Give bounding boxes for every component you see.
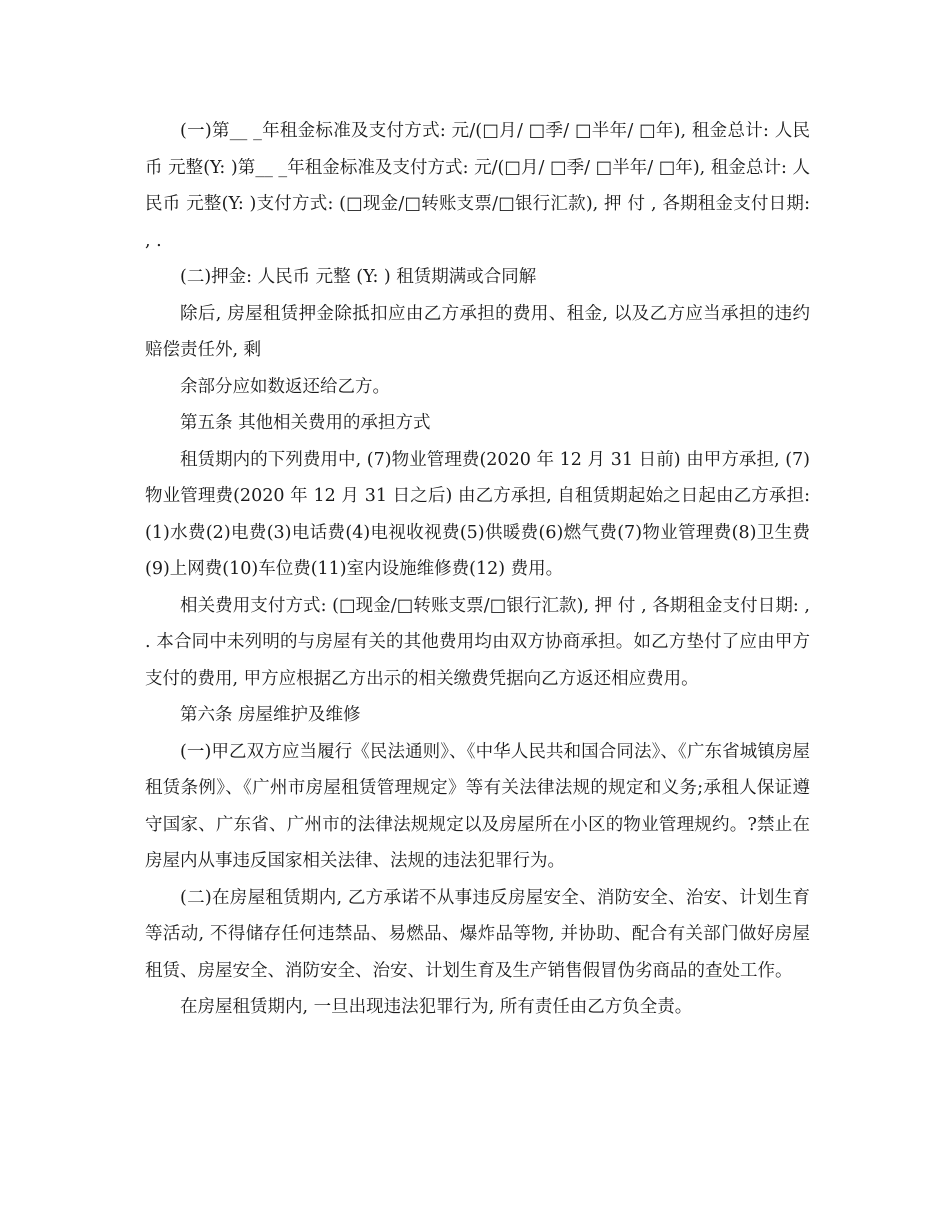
section-heading-article-6: 第六条 房屋维护及维修 bbox=[180, 705, 361, 725]
paragraph-legal-obligations: (一)甲乙双方应当履行《民法通则》、《中华人民共和国合同法》、《广东省城镇房屋租赁条例》、《广州市房屋租赁管理规定》等有关法律法规的规定和义务;承租人保证遵守国家、广东省、广州市的法律法规规定以及房屋所在小区的物业管理规约。?禁止在房屋内从事违反国家相关法律、法规的违法犯罪行为。 bbox=[145, 741, 810, 871]
paragraph-liability: 在房屋租赁期内, 一旦出现违法犯罪行为, 所有责任由乙方负全责。 bbox=[180, 997, 693, 1017]
paragraph-deposit: (二)押金: 人民币 元整 (Y: ) 租赁期满或合同解 bbox=[180, 267, 537, 287]
section-heading-article-5: 第五条 其他相关费用的承担方式 bbox=[180, 413, 431, 433]
paragraph-rent-standard: (一)第__ _年租金标准及支付方式: 元/(□月/ □季/ □半年/ □年), 租金总计: 人民币 元整(Y: )第__ _年租金标准及支付方式: 元/(□月/ □季/ □半年/ □年), 租金总计: 人民币 元整(Y: )支付方式: (□现金/□转账支票/□银行汇款), 押 付 , 各期租金支付日期: , . bbox=[145, 121, 810, 251]
paragraph-deposit-deduction: 除后, 房屋租赁押金除抵扣应由乙方承担的费用、租金, 以及乙方应当承担的违约赔偿责任外, 剩 bbox=[145, 303, 810, 360]
paragraph-safety-commitment: (二)在房屋租赁期内, 乙方承诺不从事违反房屋安全、消防安全、治安、计划生育等活动, 不得储存任何违禁品、易燃品、爆炸品等物, 并协助、配合有关部门做好房屋租赁、房屋安全、消防安全、治安、计划生育及生产销售假冒伪劣商品的查处工作。 bbox=[145, 887, 810, 981]
paragraph-fee-payment: 相关费用支付方式: (□现金/□转账支票/□银行汇款), 押 付 , 各期租金支付日期: , . 本合同中未列明的与房屋有关的其他费用均由双方协商承担。如乙方垫付了应由甲方支付的费用, 甲方应根据乙方出示的相关缴费凭据向乙方返还相应费用。 bbox=[145, 595, 810, 689]
paragraph-deposit-return: 余部分应如数返还给乙方。 bbox=[180, 376, 390, 397]
document-body bbox=[145, 113, 810, 1026]
paragraph-fee-list: 租赁期内的下列费用中, (7)物业管理费(2020 年 12 月 31 日前) 由甲方承担, (7)物业管理费(2020 年 12 月 31 日之后) 由乙方承担, 自租赁期起始之日起由乙方承担: (1)水费(2)电费(3)电话费(4)电视收视费(5)供暖费(6)燃气费(7)物业管理费(8)卫生费(9)上网费(10)车位费(11)室内设施维修费(12) 费用。 bbox=[145, 449, 810, 579]
